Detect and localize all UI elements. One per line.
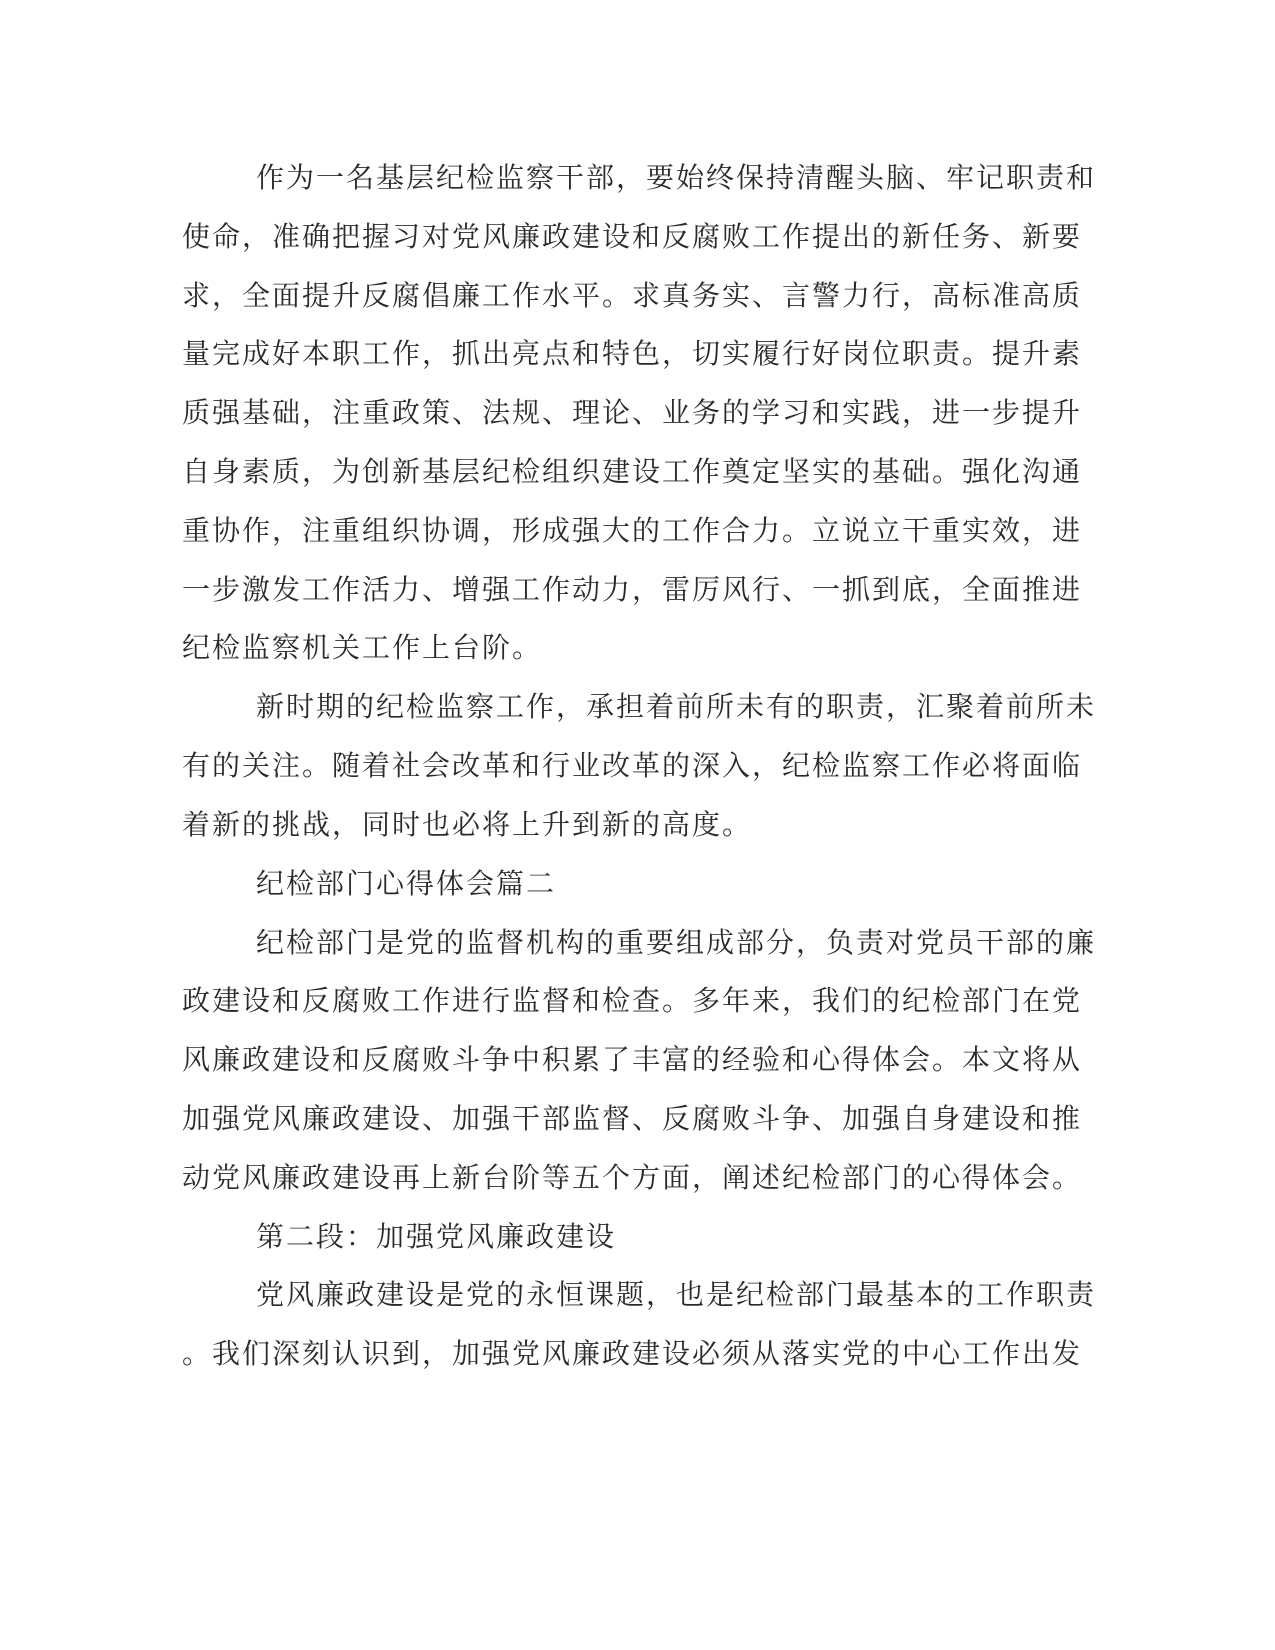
text-line: 新时期的纪检监察工作，承担着前所未有的职责，汇聚着前所未 (256, 690, 1097, 723)
text-line: 加强党风廉政建设、加强干部监督、反腐败斗争、加强自身建设和推 (182, 1102, 1083, 1135)
text-line: 重协作，注重组织协调，形成强大的工作合力。立说立干重实效，进 (182, 514, 1083, 547)
text-line: 有的关注。随着社会改革和行业改革的深入，纪检监察工作必将面临 (182, 749, 1083, 782)
text-line: 质强基础，注重政策、法规、理论、业务的学习和实践，进一步提升 (182, 396, 1083, 429)
text-line: 纪检部门是党的监督机构的重要组成部分，负责对党员干部的廉 (256, 926, 1097, 959)
text-line: 量完成好本职工作，抓出亮点和特色，切实履行好岗位职责。提升素 (182, 337, 1083, 370)
section-heading: 第二段：加强党风廉政建设 (256, 1220, 617, 1253)
text-line: 自身素质，为创新基层纪检组织建设工作奠定坚实的基础。强化沟通 (182, 455, 1083, 488)
text-line: 求，全面提升反腐倡廉工作水平。求真务实、言警力行，高标准高质 (182, 279, 1083, 312)
text-line: 作为一名基层纪检监察干部，要始终保持清醒头脑、牢记职责和 (256, 161, 1097, 194)
text-line: 着新的挑战，同时也必将上升到新的高度。 (182, 808, 753, 841)
text-line: 政建设和反腐败工作进行监督和检查。多年来，我们的纪检部门在党 (182, 984, 1083, 1017)
text-line: 党风廉政建设是党的永恒课题，也是纪检部门最基本的工作职责 (256, 1278, 1097, 1311)
text-line: 一步激发工作活力、增强工作动力，雷厉风行、一抓到底，全面推进 (182, 573, 1083, 606)
section-heading: 纪检部门心得体会篇二 (256, 867, 557, 900)
text-line: 。我们深刻认识到，加强党风廉政建设必须从落实党的中心工作出发 (182, 1337, 1083, 1370)
text-line: 纪检监察机关工作上台阶。 (182, 631, 543, 664)
text-line: 动党风廉政建设再上新台阶等五个方面，阐述纪检部门的心得体会。 (182, 1161, 1083, 1194)
text-line: 风廉政建设和反腐败斗争中积累了丰富的经验和心得体会。本文将从 (182, 1043, 1083, 1076)
text-line: 使命，准确把握习对党风廉政建设和反腐败工作提出的新任务、新要 (182, 220, 1083, 253)
